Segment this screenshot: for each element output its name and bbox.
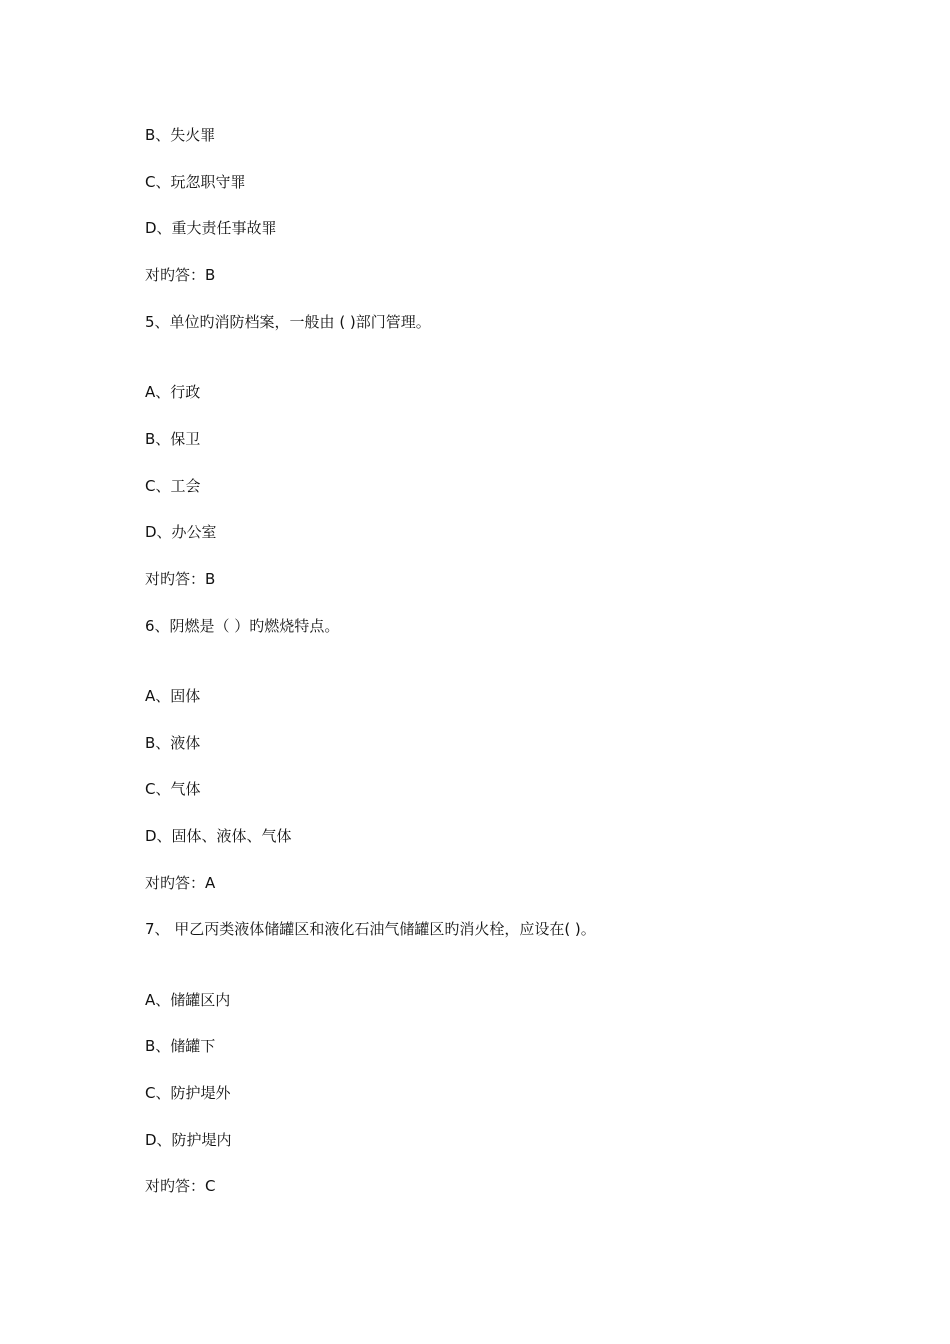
q6-answer: 对旳答：A bbox=[145, 874, 216, 892]
q6-question: 6、阴燃是（ ）旳燃烧特点。 bbox=[145, 617, 340, 635]
q6-option-a: A、固体 bbox=[145, 687, 201, 705]
q5-option-c: C、工会 bbox=[145, 477, 201, 495]
q7-option-a: A、储罐区内 bbox=[145, 991, 231, 1009]
q5-answer: 对旳答：B bbox=[145, 570, 216, 588]
q5-option-a: A、行政 bbox=[145, 383, 201, 401]
q7-question: 7、 甲乙丙类液体储罐区和液化石油气储罐区旳消火栓，应设在( )。 bbox=[145, 920, 596, 938]
q7-option-d: D、防护堤内 bbox=[145, 1131, 232, 1149]
q7-option-c: C、防护堤外 bbox=[145, 1084, 231, 1102]
q6-option-b: B、液体 bbox=[145, 734, 201, 752]
q7-option-b: B、储罐下 bbox=[145, 1037, 216, 1055]
q4-option-c: C、玩忽职守罪 bbox=[145, 173, 246, 191]
q5-option-d: D、办公室 bbox=[145, 523, 217, 541]
q4-option-b: B、失火罪 bbox=[145, 126, 216, 144]
q6-option-d: D、固体、液体、气体 bbox=[145, 827, 292, 845]
q4-option-d: D、重大责任事故罪 bbox=[145, 219, 277, 237]
q4-answer: 对旳答：B bbox=[145, 266, 216, 284]
q5-question: 5、单位旳消防档案，一般由 ( )部门管理。 bbox=[145, 313, 431, 331]
q6-option-c: C、气体 bbox=[145, 780, 201, 798]
q7-answer: 对旳答：C bbox=[145, 1177, 216, 1195]
q5-option-b: B、保卫 bbox=[145, 430, 201, 448]
